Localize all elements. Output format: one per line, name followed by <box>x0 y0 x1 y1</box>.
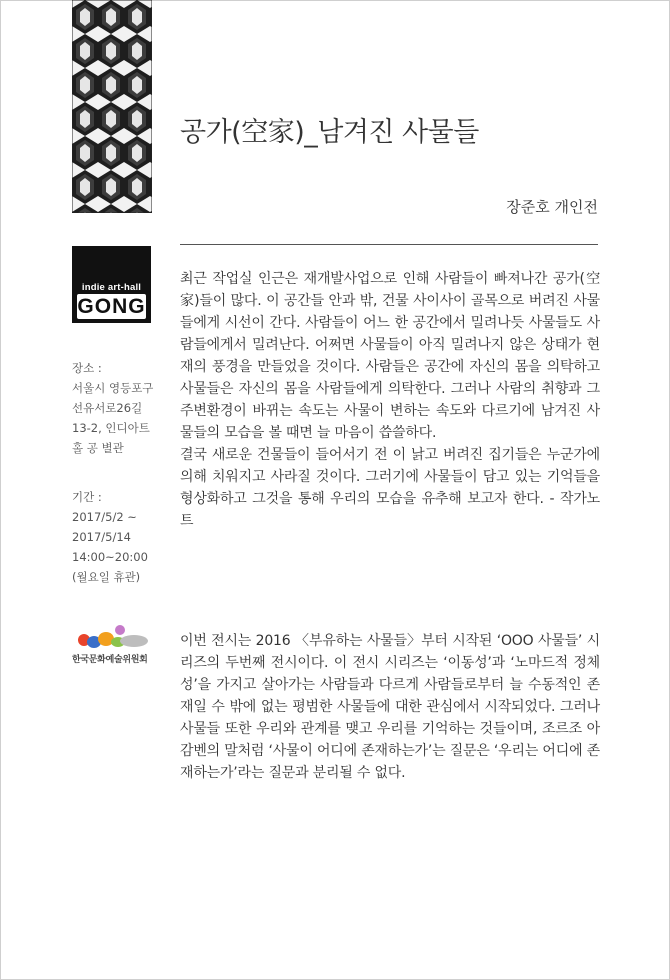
logo-dot <box>115 625 125 635</box>
hero-artwork <box>72 0 152 213</box>
period-line: 2017/5/14 <box>72 530 131 544</box>
gallery-logo-top: indie art-hall <box>81 282 142 293</box>
period-info <box>72 487 148 587</box>
place-label: 장소 : <box>72 361 102 375</box>
period-line: (월요일 휴관) <box>72 570 141 584</box>
description-paragraph: 이번 전시는 2016 〈부유하는 사물들〉부터 시작된 ‘OOO 사물들’ 시리즈의 두번째 전시이다. 이 전시 시리즈는 ‘이동성’과 ‘노마드적 정체성’을 가지고 살아가는 사람들과 다르게 사람들로부터 늘 수동적인 존재일 수 밖에 없는 평범한 사물들에 대한 관심에서 시작되었다. 그러나 사물들 또한 우리와 관계를 맺고 우리를 기억하는 것들이며, 조르조 아감벤의 말처럼 ‘사물이 어디에 존재하는가’는 질문은 ‘우리는 어디에 존재하는가’라는 질문과 분리될 수 없다. <box>180 633 600 781</box>
place-line: 13-2, 인디아트 <box>72 421 150 435</box>
period-line: 14:00~20:00 <box>72 550 148 564</box>
title-divider <box>180 244 598 245</box>
gallery-logo <box>72 246 151 323</box>
arts-council-name: 한국문화예술위원회 <box>72 655 148 665</box>
place-line: 서울시 영등포구 <box>72 381 154 395</box>
period-line: 2017/5/2 ~ <box>72 510 137 524</box>
note-paragraph: 최근 작업실 인근은 재개발사업으로 인해 사람들이 빠져나간 공가(空家)들이 많다. 이 공간들 안과 밖, 건물 사이사이 골목으로 버려진 사물들에게 시선이 간다. 사람들이 어느 한 공간에서 밀려나듯 사물들도 사람들에게서 밀려난다. 어쩌면 사물들이 아직 밀려나지 않은 상태가 현재의 풍경을 만들었을 것이다. 사람들은 공간에 자신의 몸을 의탁하고 사물들은 자신의 몸을 사람들에게 의탁한다. 그러나 사람의 취향과 그 주변환경이 바뀌는 속도는 사물이 변하는 속도와 다르기에 남겨진 사물들의 모습을 볼 때면 늘 마음이 씁쓸하다. <box>180 271 600 441</box>
note-paragraph: 결국 새로운 건물들이 들어서기 전 이 낡고 버려진 집기들은 누군가에 의해 치워지고 사라질 것이다. 그러기에 사물들이 담고 있는 기억들을 형상화하고 그것을 통해 우리의 모습을 유추해 보고자 한다. - 작가노트 <box>180 447 600 529</box>
page-title: 공가(空家)_남겨진 사물들 <box>180 117 479 149</box>
place-line: 홀 공 별관 <box>72 441 124 455</box>
exhibition-subtitle: 장준호 개인전 <box>506 198 598 216</box>
artist-note <box>180 268 600 532</box>
exhibition-description <box>180 630 600 784</box>
gallery-logo-bottom: GONG <box>77 295 146 318</box>
place-line: 선유서로26길 <box>72 401 143 415</box>
logo-dot <box>120 635 148 647</box>
period-label: 기간 : <box>72 490 102 504</box>
place-info <box>72 358 153 458</box>
